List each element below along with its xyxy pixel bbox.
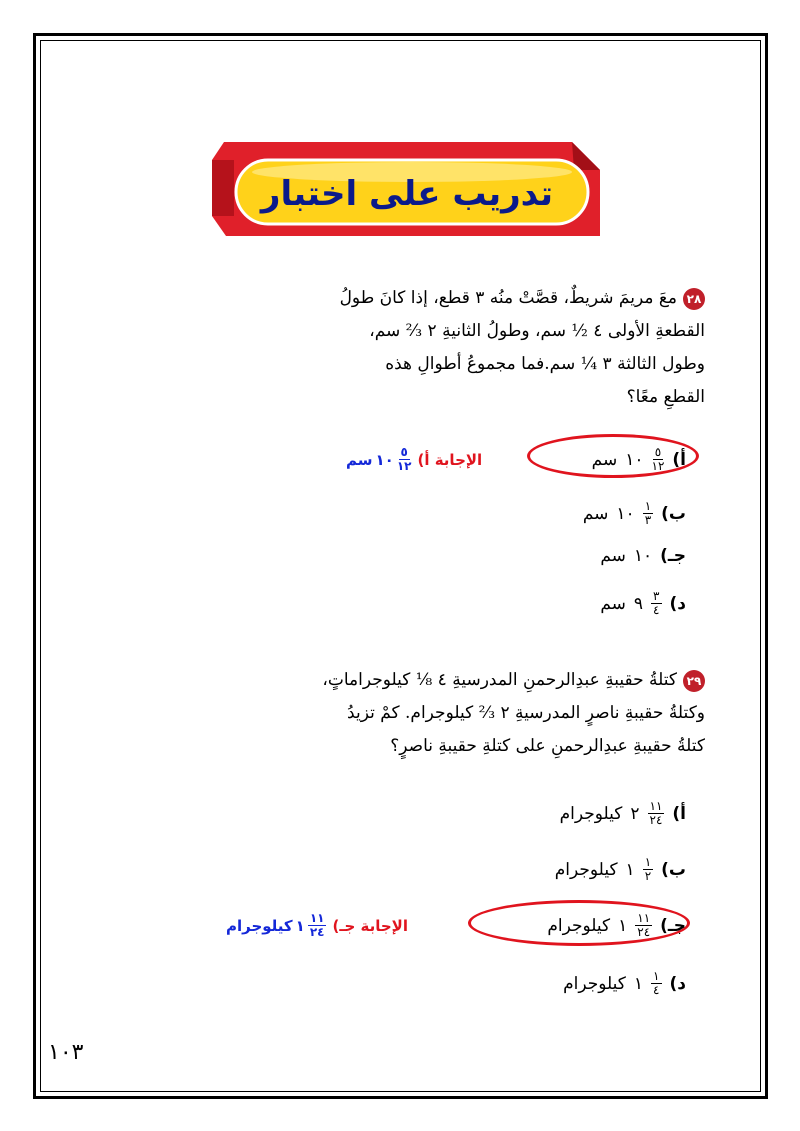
answer-value: $\frac{١١}{٢٤}$ ١ كيلوجرام (226, 911, 325, 939)
fraction: $\frac{٥}{١٢}$ (651, 445, 665, 473)
q28-option-d[interactable]: د) $\frac{٣}{٤}$ ٩ سم (600, 589, 686, 617)
q29-option-b[interactable]: ب) $\frac{١}{٢}$ ١ كيلوجرام (554, 855, 686, 883)
question-line: وطول الثالثة ٣ ¼ سم.فما مجموعُ أطوالِ هذه (385, 354, 705, 374)
fraction: $\frac{١}{٣}$ (644, 499, 652, 527)
answer-circle (468, 900, 690, 946)
fraction: $\frac{١}{٢}$ (644, 855, 652, 883)
title-banner (212, 140, 602, 240)
q28-option-b[interactable]: ب) $\frac{١}{٣}$ ١٠ سم (582, 499, 686, 527)
q29-answer-note: الإجابة جـ) $\frac{١١}{٢٤}$ ١ كيلوجرام (226, 911, 408, 939)
answer-circle (527, 434, 699, 478)
fraction: $\frac{٣}{٤}$ (653, 589, 660, 617)
question-number-badge: ٢٩ (683, 670, 705, 692)
question-line: القطعِ معًا؟ (626, 387, 705, 407)
q28-option-c[interactable]: جـ) ١٠ سم (600, 546, 686, 566)
q29-option-a[interactable]: أ) $\frac{١١}{٢٤}$ ٢ كيلوجرام (559, 799, 686, 827)
question-29 (322, 664, 705, 763)
question-line: كتلةُ حقيبةِ عبدِالرحمنِ المدرسيةِ ٤ ⅛ كيلوجراماتٍ، (322, 670, 677, 690)
banner-title: تدريب على اختبار (260, 174, 554, 214)
fraction: $\frac{١١}{٢٤}$ (649, 799, 663, 827)
fraction: $\frac{١١}{٢٤}$ (637, 911, 651, 939)
question-line: كتلةُ حقيبةِ عبدِالرحمنِ على كتلةِ حقيبةِ ناصرٍ؟ (390, 736, 705, 756)
question-line: معَ مريمَ شريطٌ، قصَّتْ منُه ٣ قطع، إذا كانَ طولُ (339, 288, 677, 308)
answer-value: $\frac{٥}{١٢}$ ١٠ سم (346, 445, 412, 473)
q29-option-d[interactable]: د) $\frac{١}{٤}$ ١ كيلوجرام (563, 969, 686, 997)
question-28 (340, 282, 705, 414)
page-number: ١٠٣ (48, 1040, 84, 1065)
q28-answer-note: الإجابة أ) $\frac{٥}{١٢}$ ١٠ سم (346, 445, 483, 473)
q29-option-c[interactable]: جـ) $\frac{١١}{٢٤}$ ١ كيلوجرام (547, 911, 686, 939)
fraction: $\frac{١}{٤}$ (653, 969, 660, 997)
q28-option-a[interactable]: أ) $\frac{٥}{١٢}$ ١٠ سم (591, 445, 686, 473)
question-line: القطعةِ الأولى ٤ ½ سم، وطولُ الثانيةِ ٢ ⅔ سم، (369, 321, 705, 341)
question-line: وكتلةُ حقيبةِ ناصرٍ المدرسيةِ ٢ ⅔ كيلوجرام. كمْ تزيدُ (347, 703, 705, 723)
question-number-badge: ٢٨ (683, 288, 705, 310)
